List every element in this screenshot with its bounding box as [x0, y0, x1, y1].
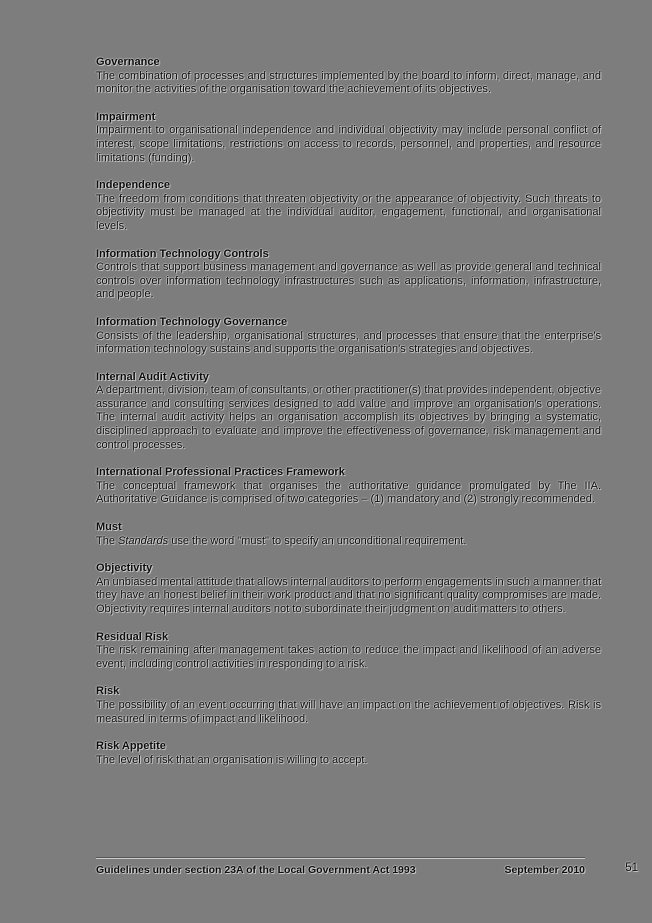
- glossary-entry-risk: [96, 685, 601, 726]
- page-number: 51: [625, 862, 638, 874]
- glossary-content: [96, 56, 601, 767]
- term-objectivity: Objectivity: [96, 562, 153, 575]
- glossary-entry-risk-appetite: [96, 740, 601, 767]
- definition-must-suffix: use the word "must" to specify an unconditional requirement.: [168, 534, 467, 547]
- definition-must-prefix: The: [96, 534, 119, 547]
- term-risk-appetite: Risk Appetite: [96, 740, 166, 753]
- term-residual-risk: Residual Risk: [96, 630, 169, 643]
- definition-internal-audit-activity: A department, division, team of consultants, or other practitioner(s) that provides independent, objective assurance and consulting services designed to add value and improve an organisation's operations. The internal audit activity helps an organisation accomplish its objectives by bringing a systematic, disciplined approach to evaluate and improve the effectiveness of governance, risk management and control processes.: [96, 384, 601, 451]
- term-it-controls: Information Technology Controls: [96, 247, 269, 260]
- term-risk: Risk: [96, 685, 120, 698]
- glossary-entry-it-governance: [96, 316, 601, 357]
- definition-risk: The possibility of an event occurring that will have an impact on the achievement of objectives. Risk is measured in terms of impact and likelihood.: [96, 698, 601, 725]
- definition-governance: The combination of processes and structures implemented by the board to inform, direct, manage, and monitor the activities of the organisation toward the achievement of its objectives.: [96, 69, 601, 96]
- definition-residual-risk: The risk remaining after management takes action to reduce the impact and likelihood of an adverse event, including control activities in responding to a risk.: [96, 644, 601, 670]
- term-ippf: International Professional Practices Framework: [96, 466, 345, 479]
- glossary-entry-ippf: [96, 466, 601, 507]
- term-it-governance: Information Technology Governance: [96, 315, 288, 328]
- glossary-entry-impairment: [96, 111, 601, 165]
- glossary-entry-governance: [96, 56, 601, 97]
- definition-must-italic-word: Standards: [118, 534, 169, 547]
- definition-risk-appetite: The level of risk that an organisation is willing to accept.: [96, 753, 368, 766]
- glossary-entry-must: [96, 521, 601, 548]
- definition-impairment: Impairment to organisational independence and individual objectivity may include personal conflict of interest, scope limitations, restrictions on access to records, personnel, and properties, and resource limitations (funding).: [96, 124, 601, 164]
- glossary-entry-it-controls: [96, 248, 601, 302]
- page-footer: [96, 858, 585, 876]
- glossary-entry-internal-audit-activity: [96, 371, 601, 453]
- term-impairment: Impairment: [96, 110, 156, 123]
- term-internal-audit-activity: Internal Audit Activity: [96, 370, 209, 383]
- definition-independence: The freedom from conditions that threaten objectivity or the appearance of objectivity. Such threats to objectivity must be managed at the individual auditor, engagement, functional, and organisational levels.: [96, 192, 601, 232]
- definition-it-governance: Consists of the leadership, organisational structures, and processes that ensure that the enterprise's information technology sustains and supports the organisation's strategies and objectives.: [96, 329, 601, 356]
- glossary-entry-independence: [96, 179, 601, 233]
- glossary-entry-residual-risk: [96, 631, 601, 672]
- definition-it-controls: Controls that support business management and governance as well as provide general and technical controls over information technology infrastructures such as applications, information, infrastructure, and people.: [96, 261, 601, 301]
- footer-date: September 2010: [504, 864, 585, 876]
- glossary-entry-objectivity: [96, 562, 601, 616]
- footer-document-title: Guidelines under section 23A of the Local Government Act 1993: [96, 864, 416, 876]
- definition-ippf: The conceptual framework that organises the authoritative guidance promulgated by The IIA. Authoritative Guidance is comprised of two categories – (1) mandatory and (2) strongly recommended.: [96, 479, 601, 506]
- term-independence: Independence: [96, 179, 170, 192]
- definition-objectivity: An unbiased mental attitude that allows internal auditors to perform engagements in such a manner that they have an honest belief in their work product and that no significant quality compromises are made. Objectivity requires internal auditors not to subordinate their judgment on audit matters to others.: [96, 575, 601, 615]
- definition-must: [96, 535, 601, 549]
- term-must: Must: [96, 521, 122, 534]
- term-governance: Governance: [96, 56, 160, 68]
